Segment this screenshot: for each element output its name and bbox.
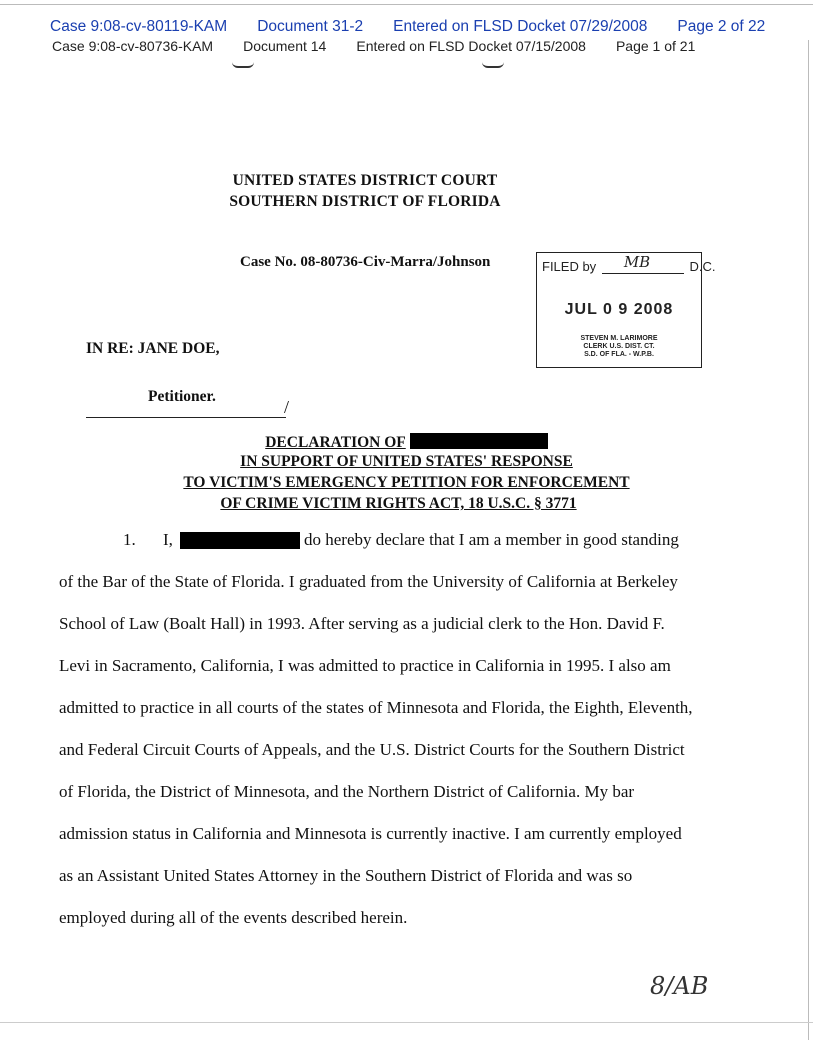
right-edge-rule bbox=[808, 40, 809, 1040]
paragraph-line-6: and Federal Circuit Courts of Appeals, and the U.S. District Courts for the Southern District bbox=[59, 740, 685, 759]
stamp-clerk-block bbox=[537, 335, 701, 359]
original-page: Page 1 of 21 bbox=[615, 38, 696, 54]
handwritten-initials: 8/AB bbox=[650, 972, 709, 1000]
court-name-line1: UNITED STATES DISTRICT COURT bbox=[232, 172, 498, 189]
original-document: Document 14 bbox=[243, 38, 327, 54]
stamp-signature-line bbox=[602, 253, 684, 274]
paragraph-line-3: School of Law (Boalt Hall) in 1993. After serving as a judicial clerk to the Hon. David F. bbox=[59, 614, 665, 633]
redaction-bar-name bbox=[180, 532, 300, 549]
stamp-filed-by: FILED by bbox=[542, 259, 597, 274]
top-rule bbox=[0, 4, 813, 5]
stamp-clerk-title: CLERK U.S. DIST. CT. bbox=[583, 343, 655, 350]
title-line1 bbox=[0, 433, 813, 452]
paragraph-line-7: of Florida, the District of Minnesota, and the Northern District of California. My bar bbox=[59, 782, 635, 801]
title-declaration-of: DECLARATION OF bbox=[265, 434, 406, 451]
paragraph-i: I, bbox=[163, 530, 173, 549]
paragraph-line-10: employed during all of the events described herein. bbox=[59, 908, 408, 927]
in-re-caption: IN RE: JANE DOE, bbox=[86, 340, 220, 357]
paragraph-number: 1. bbox=[123, 530, 136, 549]
original-header bbox=[52, 38, 695, 54]
stamp-dc: D.C. bbox=[689, 259, 716, 274]
paragraph-line-8: admission status in California and Minnesota is currently inactive. I am currently employed bbox=[59, 824, 682, 843]
petitioner-label: Petitioner. bbox=[148, 388, 216, 405]
paragraph-line-2: of the Bar of the State of Florida. I graduated from the University of California at Berkeley bbox=[59, 572, 678, 591]
caption-rule bbox=[86, 417, 286, 418]
stamp-clerk-name: STEVEN M. LARIMORE bbox=[580, 335, 658, 342]
title-line4: OF CRIME VICTIM RIGHTS ACT, 18 U.S.C. § 3771 bbox=[220, 495, 577, 512]
paragraph-line-1: do hereby declare that I am a member in good standing bbox=[304, 530, 679, 549]
original-entered: Entered on FLSD Docket 07/15/2008 bbox=[356, 38, 586, 54]
footer-rule bbox=[0, 1022, 813, 1023]
paragraph-line-4: Levi in Sacramento, California, I was admitted to practice in California in 1995. I also am bbox=[59, 656, 671, 675]
stamp-clerk-division: S.D. OF FLA. - W.P.B. bbox=[584, 351, 654, 358]
title-line2: IN SUPPORT OF UNITED STATES' RESPONSE bbox=[240, 453, 573, 470]
stamp-date: JUL 0 9 2008 bbox=[564, 301, 674, 318]
stamp-filed-line bbox=[542, 253, 716, 274]
filed-stamp bbox=[536, 252, 716, 368]
case-number: Case No. 08-80736-Civ-Marra/Johnson bbox=[240, 254, 491, 270]
punch-mark-right bbox=[482, 62, 504, 68]
paragraph-line-5: admitted to practice in all courts of the states of Minnesota and Florida, the Eighth, Eleventh, bbox=[59, 698, 693, 717]
efiling-case: Case 9:08-cv-80119-KAM bbox=[50, 18, 228, 35]
stamp-initials: MB bbox=[623, 253, 651, 271]
redaction-bar-title bbox=[410, 433, 548, 449]
original-case: Case 9:08-cv-80736-KAM bbox=[52, 38, 214, 54]
court-name-line2: SOUTHERN DISTRICT OF FLORIDA bbox=[229, 193, 501, 210]
efiling-entered: Entered on FLSD Docket 07/29/2008 bbox=[393, 18, 648, 35]
efiling-page: Page 2 of 22 bbox=[677, 18, 766, 35]
title-line3: TO VICTIM'S EMERGENCY PETITION FOR ENFORCEMENT bbox=[183, 474, 630, 491]
punch-mark-left bbox=[232, 62, 254, 68]
efiling-document: Document 31-2 bbox=[257, 18, 364, 35]
caption-slash: / bbox=[284, 397, 290, 417]
efiling-header bbox=[50, 18, 765, 36]
paragraph-line-9: as an Assistant United States Attorney in the Southern District of Florida and was so bbox=[59, 866, 633, 885]
